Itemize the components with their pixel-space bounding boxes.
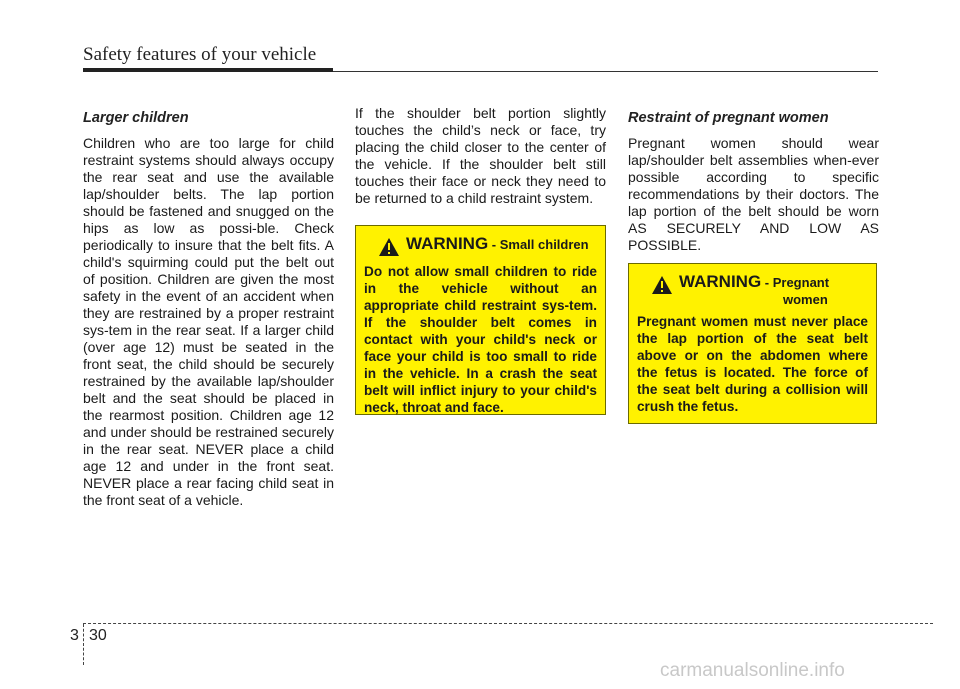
warning-triangle-icon [651, 275, 673, 295]
column-shoulder-belt [355, 105, 606, 207]
warning-box-small-children [355, 225, 606, 415]
warning-text-pregnant-women: Pregnant women must never place the lap portion of the seat belt above or on the abdomen where the fetus is located. The force of the seat belt during a collision will crush the fetus. [637, 314, 868, 414]
paragraph-pregnant-women: Pregnant women should wear lap/shoulder belt assemblies when-ever possible according to specific recommendations by their doctors. The lap portion of the belt should be worn AS SECURELY AND LOW AS POSSIBLE. [628, 135, 879, 253]
warning-label: WARNING [406, 234, 489, 253]
paragraph-shoulder-belt: If the shoulder belt portion slightly touches the child’s neck or face, try placing the child closer to the center of the vehicle. If the shoulder belt still touches their face or neck they need to be returned to a child restraint system. [355, 105, 606, 206]
section-heading-larger-children: Larger children [83, 110, 189, 126]
footer-divider [83, 624, 84, 665]
warning-box-pregnant-women [628, 263, 877, 424]
chapter-number: 3 [70, 627, 79, 644]
warning-label: WARNING [679, 272, 762, 291]
warning-triangle-icon [378, 237, 400, 257]
warning-header [637, 272, 868, 307]
warning-text-small-children: Do not allow small children to ride in the vehicle without an appropriate child restraint sys-tem. If the shoulder belt comes in contact with your child's neck or face your child is too small to ride in the vehicle. In a crash the seat belt will inflict injury to your child's neck, throat and face. [364, 264, 597, 415]
footer-rule [83, 623, 933, 624]
warning-subtitle-line2: women [783, 292, 828, 307]
paragraph-larger-children: Children who are too large for child restraint systems should always occupy the rear seat and use the available lap/shoulder belts. The lap portion should be fastened and snugged on the hips as low as possi-ble. Check periodically to insure that the belt fits. A child's squirming could put the belt out of position. Children are given the most safety in the event of an accident when they are restrained by a proper restraint sys-tem in the rear seat. If a larger child (over age 12) must be seated in the front seat, the child should be securely restrained by the available lap/shoulder belt and the seat should be placed in the rearmost position. Children age 12 and under should be restrained securely in the rear seat. NEVER place a child age 12 and under in the front seat. NEVER place a rear facing child seat in the front seat of a vehicle. [83, 135, 334, 508]
warning-subtitle: - Small children [488, 237, 589, 252]
section-heading-pregnant-women: Restraint of pregnant women [628, 110, 829, 126]
watermark: carmanualsonline.info [660, 660, 845, 681]
page-number: 30 [89, 627, 107, 644]
warning-header [364, 234, 597, 257]
warning-subtitle: - Pregnant [761, 275, 830, 290]
page-header-title: Safety features of your vehicle [83, 44, 317, 65]
column-larger-children [83, 110, 334, 509]
header-rule-accent [83, 68, 333, 72]
column-pregnant-women [628, 110, 879, 254]
